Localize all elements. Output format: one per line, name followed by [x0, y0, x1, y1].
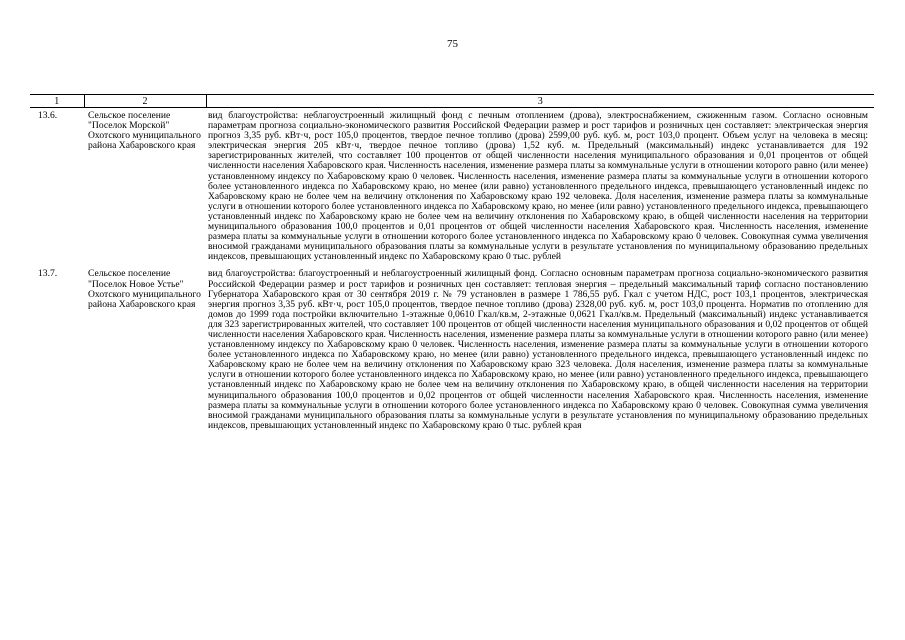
- page-number: 75: [447, 38, 458, 50]
- header-col-1: 1: [30, 95, 84, 108]
- data-table: [30, 94, 874, 434]
- header-col-2: 2: [84, 95, 206, 108]
- settlement-name: Сельское поселение "Поселок Морской" Охотского муниципального района Хабаровского края: [88, 110, 201, 152]
- header-col-3: 3: [206, 95, 874, 108]
- settlement-name: Сельское поселение "Поселок Новое Устье" Охотского муниципального района Хабаровского края: [88, 268, 201, 310]
- table-header-row: [30, 95, 874, 108]
- row-number: 13.6.: [38, 110, 58, 121]
- row-number: 13.7.: [38, 268, 58, 280]
- row-description: вид благоустройства: благоустроенный и неблагоустроенный жилищный фонд. Согласно основным параметрам прогноза социально-экономического развития Российской Федерации размер и рост тарифов и розничных цен составляет: тепловая энергия – предельный максимальный тариф согласно постановлению Губернатора Хабаровского края от 30 сентября 2019 г. № 79 установлен в размере 1 786,55 руб. Гкал с учетом НДС, рост 103,1 процентов, электрическая энергия прогноз 3,35 руб. кВт·ч, рост 105,0 процентов, твердое печное топливо (дрова) 2328,00 руб. куб. м, рост 103,0 процента. Норматив по отоплению для домов до 1999 года постройки включительно 1-этажные 0,0610 Гкал/кв.м, 2-этажные 0,0621 Гкал/кв.м. Предельный (максимальный) индекс устанавливается для 323 зарегистрированных жителей, что составляет 100 процентов от общей численности населения муниципального образования и 0,02 процентов от общей численности населения Хабаровского края. Численность населения, изменение размера платы за коммунальные услуги в отношении которого равно (или менее) установленному индексу по Хабаровскому краю 0 человек. Численность населения, изменение размера платы за коммунальные услуги в отношении которого более установленного индекса по Хабаровскому краю, но менее (или равно) установленного предельного индекса, превышающего установленный индекс по Хабаровскому краю не более чем на величину отклонения по Хабаровскому краю 323 человека. Доля населения, изменение размера платы за коммунальные услуги в отношении которого более установленного индекса по Хабаровскому краю, но менее (или равно) установленного предельного индекса, превышающего установленный индекс по Хабаровскому краю не более чем на величину отклонения по Хабаровскому краю, в общей численности населения на территории муниципального образования 100,0 процентов и 0,02 процентов от общей численности населения Хабаровского края. Численность населения, изменение размера платы за коммунальные услуги в отношении которого более установленного индекса по Хабаровскому краю 0 человек. Совокупная сумма увеличения вносимой гражданами муниципального образования платы за коммунальные услуги в результате установления по муниципальному образованию предельных индексов, превышающих установленный индекс по Хабаровскому краю 0 тыс. рублей края: [208, 268, 868, 431]
- row-description: вид благоустройства: неблагоустроенный жилищный фонд с печным отоплением (дрова), электроснабжением, сжиженным газом. Согласно основным параметрам прогноза социально-экономического развития Российской Федерации размер и рост тарифов и розничных цен составляет: электрическая энергия прогноз 3,35 руб. кВт·ч, рост 105,0 процентов, твердое печное топливо (дрова) 2599,00 руб. куб. м, рост 103,0 процент. Объем услуг на человека в месяц: электрическая энергия 205 кВт·ч, твердое печное топливо (дрова) 1,52 куб. м. Предельный (максимальный) индекс устанавливается для 192 зарегистрированных жителей, что составляет 100 процентов от общей численности населения муниципального образования и 0,01 процентов от общей численности населения Хабаровского края. Численность населения, изменение размера платы за коммунальные услуги в отношении которого равно (или менее) установленному индексу по Хабаровскому краю 0 человек. Численность населения, изменение размера платы за коммунальные услуги в отношении которого более установленного индекса по Хабаровскому краю, но менее (или равно) установленного предельного индекса, превышающего установленный индекс по Хабаровскому краю не более чем на величину отклонения по Хабаровскому краю 192 человека. Доля населения, изменение размера платы за коммунальные услуги в отношении которого более установленного индекса по Хабаровскому краю, но менее (или равно) установленного предельного индекса, превышающего установленный индекс по Хабаровскому краю не более чем на величину отклонения по Хабаровскому краю, в общей численности населения на территории муниципального образования 100,0 процентов и 0,01 процентов от общей численности населения Хабаровского края. Численность населения, изменение размера платы за коммунальные услуги в отношении которого более установленного индекса по Хабаровскому краю 0 человек. Совокупная сумма увеличения вносимой гражданами муниципального образования платы за коммунальные услуги в результате установления по муниципальному образованию предельных индексов, превышающих установленный индекс по Хабаровскому краю 0 тыс. рублей: [208, 110, 868, 263]
- table-row: [30, 265, 874, 434]
- table-row: [30, 108, 874, 266]
